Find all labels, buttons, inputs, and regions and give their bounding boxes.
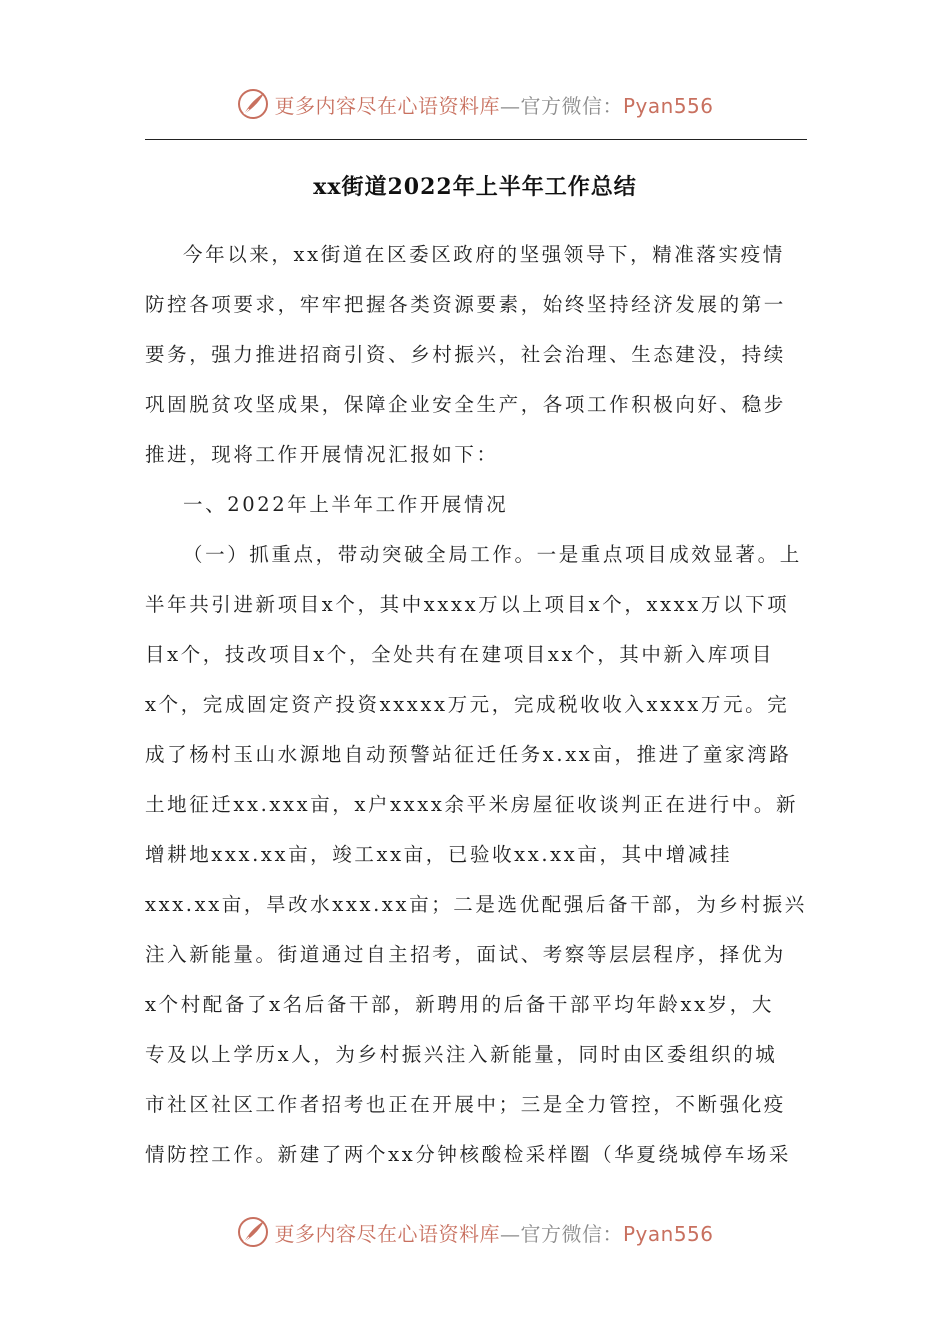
- banner-dash: —: [499, 93, 521, 118]
- text-line: 土地征迁xx.xxx亩，x户xxxx余平米房屋征收谈判正在进行中。新: [145, 793, 799, 816]
- banner-dash: —: [499, 1221, 521, 1246]
- footer-banner: [0, 1212, 950, 1252]
- text-line: 成了杨村玉山水源地自动预警站征迁任务x.xx亩，推进了童家湾路: [145, 743, 792, 766]
- quill-logo-icon: [236, 87, 270, 121]
- banner-wechat-label: 官方微信：: [520, 1221, 623, 1246]
- text-line: 情防控工作。新建了两个xx分钟核酸检采样圈（华夏绕城停车场采: [145, 1143, 791, 1166]
- text-line: x个，完成固定资产投资xxxxx万元，完成税收收入xxxx万元。完: [145, 693, 790, 716]
- banner-site-name: 更多内容尽在心语资料库: [274, 1221, 500, 1246]
- banner-text: [274, 1218, 713, 1247]
- text-line: 专及以上学历x人，为乡村振兴注入新能量，同时由区委组织的城: [145, 1043, 778, 1066]
- document-body: [145, 230, 807, 1180]
- text-line: 目x个，技改项目x个，全处共有在建项目xx个，其中新入库项目: [145, 643, 774, 666]
- banner-site-name: 更多内容尽在心语资料库: [274, 93, 500, 118]
- text-line: 防控各项要求，牢牢把握各类资源要素，始终坚持经济发展的第一: [145, 293, 786, 316]
- text-line: x个村配备了x名后备干部，新聘用的后备干部平均年龄xx岁，大: [145, 993, 774, 1016]
- text-line: 注入新能量。街道通过自主招考，面试、考察等层层程序，择优为: [145, 943, 786, 966]
- quill-logo-icon: [236, 1215, 270, 1249]
- text-line: 增耕地xxx.xx亩，竣工xx亩，已验收xx.xx亩，其中增减挂: [145, 843, 733, 866]
- section-heading: 一、2022年上半年工作开展情况: [183, 493, 509, 516]
- text-line: 推进，现将工作开展情况汇报如下：: [145, 443, 499, 466]
- text-line: 今年以来，xx街道在区委区政府的坚强领导下，精准落实疫情: [183, 243, 785, 266]
- text-line: 要务，强力推进招商引资、乡村振兴，社会治理、生态建没，持续: [145, 343, 786, 366]
- banner-wechat-label: 官方微信：: [520, 93, 623, 118]
- text-line: 半年共引进新项目x个，其中xxxx万以上项目x个，xxxx万以下项: [145, 593, 790, 616]
- text-line: （一）抓重点，带动突破全局工作。一是重点项目成效显著。上: [183, 543, 802, 566]
- text-line: xxx.xx亩，旱改水xxx.xx亩；二是选优配强后备干部，为乡村振兴: [145, 893, 807, 916]
- banner-text: [274, 90, 713, 119]
- text-line: 巩固脱贫攻坚成果，保障企业安全生产，各项工作积极向好、稳步: [145, 393, 786, 416]
- banner-wechat-id: Pyan556: [622, 93, 714, 118]
- text-line: 市社区社区工作者招考也正在开展中；三是全力管控，不断强化疫: [145, 1093, 786, 1116]
- header-banner: [0, 84, 950, 124]
- document-title: xx街道2022年上半年工作总结: [313, 174, 637, 200]
- header-rule: [145, 139, 807, 140]
- banner-wechat-id: Pyan556: [622, 1221, 714, 1246]
